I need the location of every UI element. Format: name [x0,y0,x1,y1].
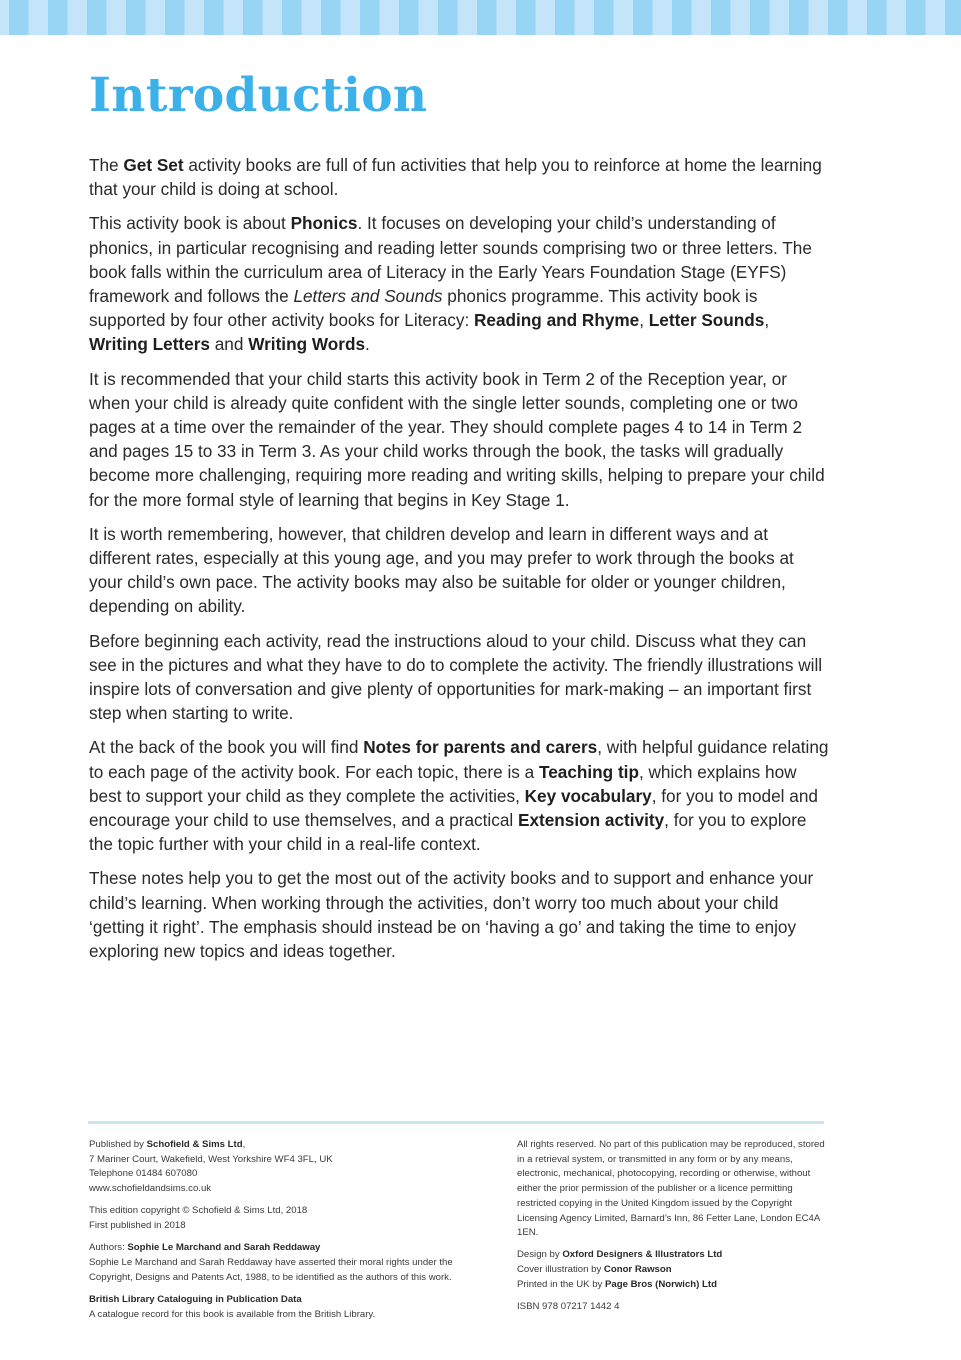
bold-notes-for-parents: Notes for parents and carers [363,737,598,758]
publisher-block: Published by Schofield & Sims Ltd, 7 Mariner Court, Wakefield, West Yorkshire WF4 3FL, UK Telephone 01484 607080 www.schofieldandsims.co.uk [89,1139,333,1195]
introduction-body [89,153,829,973]
decorative-stripe-band [0,0,961,35]
rights-reserved-text: All rights reserved. No part of this publication may be reproduced, stored in a retrieval system, or transmitted in any form or by any means, electronic, mechanical, photocopying, recording or otherwise, without either the prior permission of the publisher or a licence permitting restricted copying in the United Kingdom issued by the Copyright Licensing Agency Limited, Barnard’s Inn, 86 Fetter Lane, London EC4A 1EN. [517,1139,825,1239]
paragraph-phonics: This activity book is about Phonics. It focuses on developing your child’s understanding of phonics, in particular recognising and reading letter sounds comprising two or three letters. The book falls within the curriculum area of Literacy in the Early Years Foundation Stage (EYFS) framework and follows the Letters and Sounds phonics programme. This activity book is supported by four other activity books for Literacy: Reading and Rhyme, Letter Sounds, Writing Letters and Writing Words. [89,213,812,355]
paragraph-get-set: The Get Set activity books are full of fun activities that help you to reinforce at home the learning that your child is doing at school. [89,155,822,200]
cip-heading: British Library Cataloguing in Publication Data [89,1293,302,1305]
printer-name: Page Bros (Norwich) Ltd [605,1278,717,1290]
bold-letter-sounds: Letter Sounds [648,310,765,331]
bold-phonics: Phonics [290,213,358,234]
bold-writing-words: Writing Words [248,334,366,355]
paragraph-recommended-start: It is recommended that your child starts this activity book in Term 2 of the Reception year, or when your child is already quite confident with the single letter sounds, completing one or two pages at a time over the remainder of the year. They should complete pages 4 to 14 in Term 2 and pages 15 to 33 in Term 3. As your child works through the book, the tasks will gradually become more challenging, requiring more reading and writing skills, helping to prepare your child for the more formal style of learning that begins in Key Stage 1. [89,368,825,510]
first-published: First published in 2018 [89,1220,186,1232]
moral-rights-text: Sophie Le Marchand and Sarah Reddaway have asserted their moral rights under the Copyright, Designs and Patents Act, 1988, to be identified as the authors of this work. [89,1256,453,1283]
edition-copyright: This edition copyright © Schofield & Sims Ltd, 2018 [89,1205,308,1217]
bold-extension-activity: Extension activity [517,810,665,831]
publisher-address: 7 Mariner Court, Wakefield, West Yorkshire WF4 3FL, UK [89,1153,333,1165]
bold-get-set: Get Set [123,155,184,175]
publisher-telephone: Telephone 01484 607080 [89,1168,198,1180]
bold-key-vocabulary: Key vocabulary [524,785,652,806]
authors-names: Sophie Le Marchand and Sarah Reddaway [127,1242,321,1254]
cover-illustrator-name: Conor Rawson [603,1264,672,1276]
imprint-left-column [89,1138,489,1330]
imprint-divider [88,1121,824,1124]
paragraph-these-notes: These notes help you to get the most out of the activity books and to support and enhance your child’s learning. When working through the activities, don’t worry too much about your child ‘getting it right’. The emphasis should instead be on ‘having a go’ and taking the time to enjoy exploring new topics and ideas together. [89,868,814,962]
paragraph-notes-for-parents: At the back of the book you will find Notes for parents and carers, with helpful guidance relating to each page of the activity book. For each topic, there is a Teaching tip, which explains how best to support your child as they complete the activities, Key vocabulary, for you to model and encourage your child to use themselves, and a practical Extension activity, for you to explore the topic further with your child in a real-life context. [89,737,829,855]
publisher-name: Schofield & Sims Ltd [146,1139,243,1150]
authors-block: Authors: Sophie Le Marchand and Sarah Reddaway Sophie Le Marchand and Sarah Reddaway have asserted their moral rights under the Copyright, Designs and Patents Act, 1988, to be identified as the authors of this work. [89,1242,453,1283]
imprint-right-column [517,1138,827,1322]
page-title: Introduction [89,68,428,123]
publisher-website: www.schofieldandsims.co.uk [89,1183,212,1195]
bold-teaching-tip: Teaching tip [539,761,639,782]
bold-reading-and-rhyme: Reading and Rhyme [474,310,640,331]
bold-writing-letters: Writing Letters [89,334,210,355]
cip-block [89,1293,489,1322]
credits-block: Design by Oxford Designers & Illustrators Ltd Cover illustration by Conor Rawson Printed in the UK by Page Bros (Norwich) Ltd [517,1249,723,1290]
italic-letters-and-sounds: Letters and Sounds [293,286,443,307]
isbn: ISBN 978 07217 1442 4 [517,1301,620,1313]
cip-text: A catalogue record for this book is available from the British Library. [89,1308,376,1320]
paragraph-before-beginning: Before beginning each activity, read the instructions aloud to your child. Discuss what they can see in the pictures and what they have to do to complete the activity. The friendly illustrations will inspire lots of conversation and give plenty of opportunities for mark-making – an important first step when starting to write. [89,630,823,724]
designer-name: Oxford Designers & Illustrators Ltd [562,1249,723,1261]
paragraph-worth-remembering: It is worth remembering, however, that children develop and learn in different ways and at different rates, especially at this young age, and you may prefer to work through the books at your child’s own pace. The activity books may also be suitable for older or younger children, depending on ability. [89,523,794,617]
copyright-block [89,1204,489,1233]
